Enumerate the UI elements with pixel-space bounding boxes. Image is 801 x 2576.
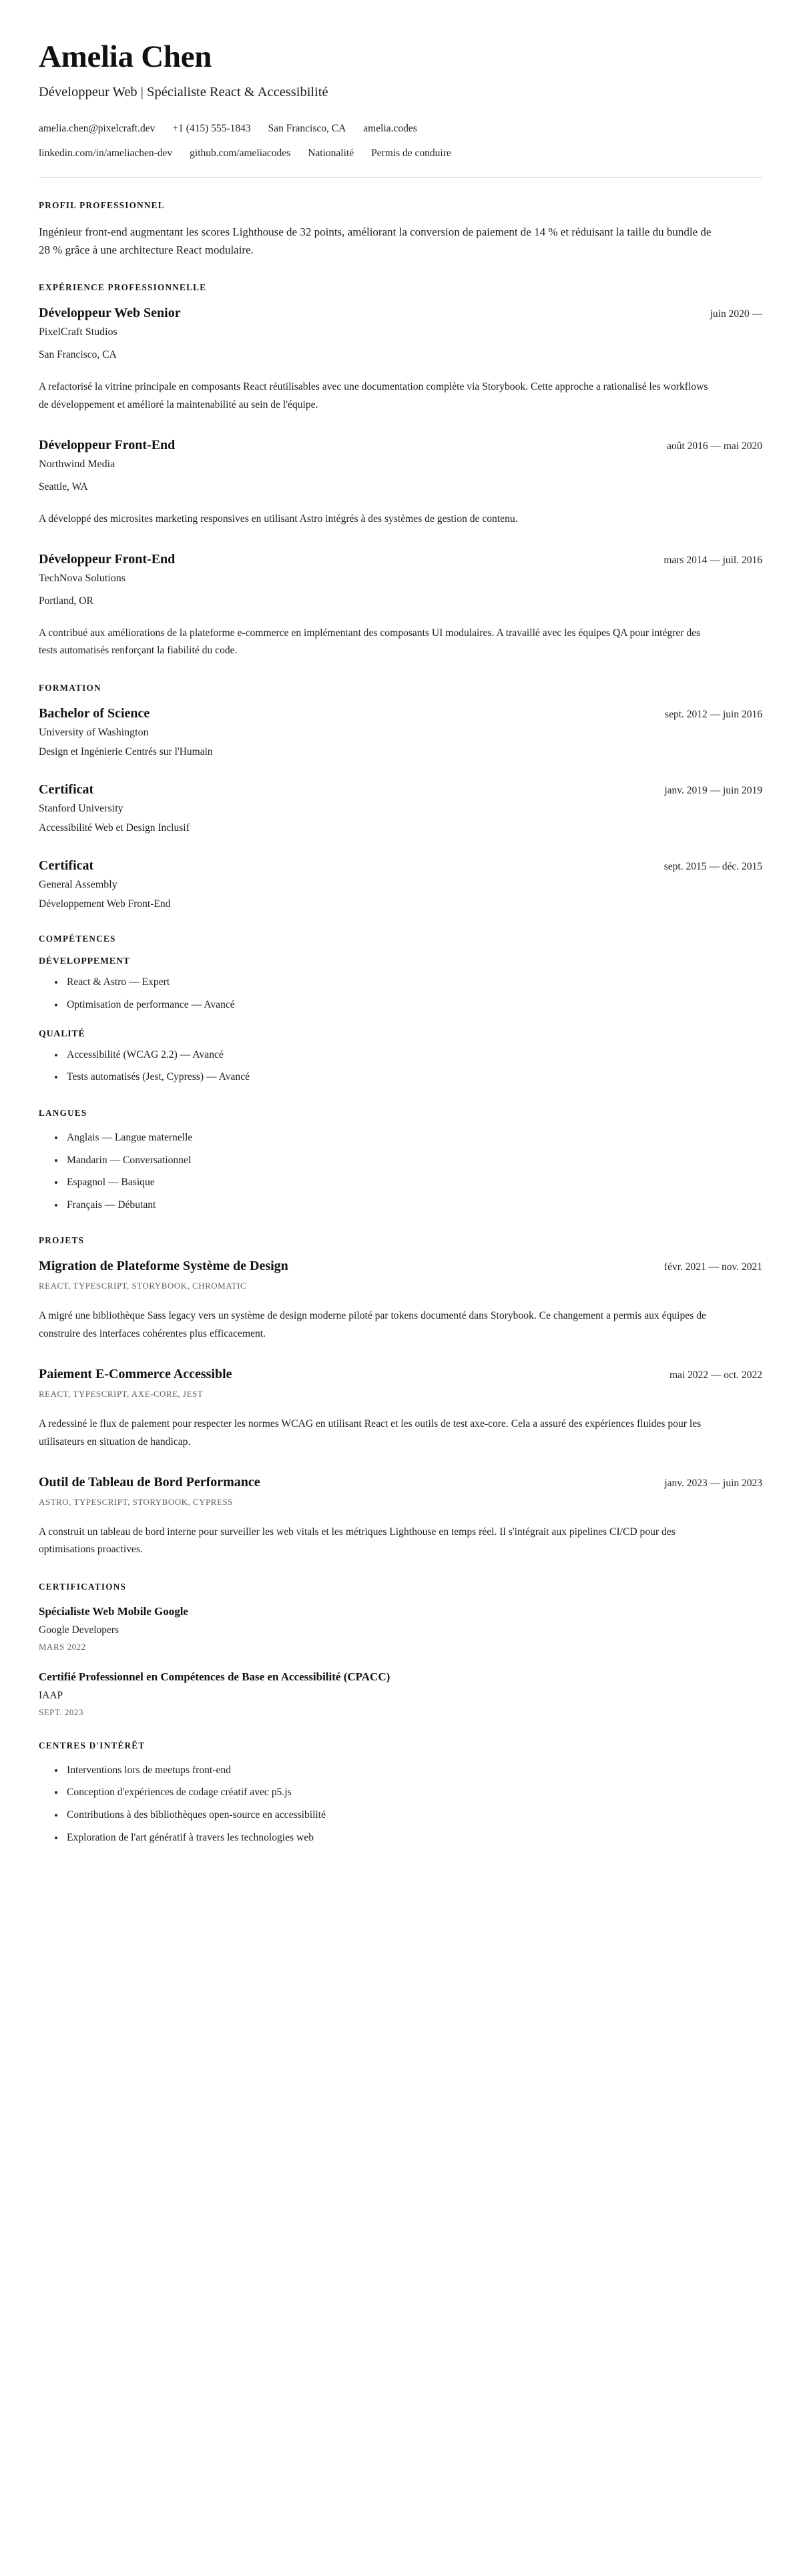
certification-entry (39, 1604, 762, 1652)
projects-list (39, 1258, 762, 1559)
language-item: Espagnol — Basique (55, 1175, 762, 1191)
job-description: A refactorisé la vitrine principale en composants React réutilisables avec une documentation complète via Storybook. Cette approche a rationalisé les workflows de développement et amélioré la maintenabilité au sein de l'équipe. (39, 381, 708, 410)
degree-title: Certificat (39, 858, 94, 874)
language-item: Mandarin — Conversationnel (55, 1153, 762, 1169)
skill-group-title: DÉVELOPPEMENT (39, 956, 130, 967)
professional-headline: Développeur Web | Spécialiste React & Accessibilité (39, 84, 328, 99)
degree-title: Certificat (39, 782, 94, 797)
skills-list (39, 956, 762, 1084)
school-name: General Assembly (39, 879, 117, 891)
entry-header (39, 781, 762, 798)
project-dates: févr. 2021 — nov. 2021 (663, 1261, 762, 1273)
project-entry (39, 1474, 762, 1560)
entry-header (39, 437, 762, 454)
job-dates: août 2016 — mai 2020 (667, 440, 762, 452)
section-heading-projects: PROJETS (39, 1235, 85, 1246)
job-company: TechNova Solutions (39, 572, 125, 584)
entry-header (39, 705, 762, 722)
skill-group (39, 1029, 762, 1085)
job-company: PixelCraft Studios (39, 326, 117, 338)
interest-item: Contributions à des bibliothèques open-source en accessibilité (55, 1808, 762, 1823)
certifications-list (39, 1604, 762, 1718)
project-description: A migré une bibliothèque Sass legacy vers un système de design moderne piloté par tokens documenté dans Storybook. Ce changement a permis aux équipes de construire des interfaces cohérentes plus efficacement. (39, 1310, 706, 1340)
job-location: San Francisco, CA (39, 349, 117, 361)
experience-entry (39, 437, 762, 529)
skill-item: React & Astro — Expert (55, 975, 762, 990)
section-heading-skills: COMPÉTENCES (39, 934, 116, 944)
entry-header (39, 1474, 762, 1491)
section-languages (39, 1108, 762, 1213)
job-title: Développeur Web Senior (39, 305, 181, 320)
job-dates: juin 2020 — (710, 308, 762, 320)
project-tech-tags: REACT, TYPESCRIPT, STORYBOOK, CHROMATIC (39, 1281, 247, 1291)
language-item: Anglais — Langue maternelle (55, 1131, 762, 1146)
degree-field: Design et Ingénierie Centrés sur l'Humain (39, 745, 213, 757)
experience-entry (39, 305, 762, 414)
section-heading-languages: LANGUES (39, 1107, 87, 1118)
project-dates: mai 2022 — oct. 2022 (669, 1369, 762, 1381)
interest-item: Interventions lors de meetups front-end (55, 1763, 762, 1779)
job-description: A développé des microsites marketing responsives en utilisant Astro intégrés à des systèmes de gestion de contenu. (39, 513, 518, 525)
experience-list (39, 305, 762, 660)
skill-item-list (39, 1048, 762, 1085)
section-education (39, 683, 762, 911)
job-dates: mars 2014 — juil. 2016 (663, 554, 762, 566)
section-heading-education: FORMATION (39, 683, 101, 693)
job-title: Développeur Front-End (39, 437, 176, 452)
degree-dates: sept. 2012 — juin 2016 (665, 709, 762, 721)
project-dates: janv. 2023 — juin 2023 (664, 1477, 762, 1489)
skill-item-list (39, 975, 762, 1012)
degree-field: Développement Web Front-End (39, 898, 171, 910)
education-list (39, 705, 762, 911)
section-projects (39, 1235, 762, 1559)
entry-header (39, 305, 762, 322)
entry-header (39, 551, 762, 568)
school-name: Stanford University (39, 803, 123, 815)
project-title: Migration de Plateforme Système de Design (39, 1259, 288, 1274)
section-summary (39, 200, 762, 260)
certification-issuer: Google Developers (39, 1624, 119, 1636)
skill-item: Optimisation de performance — Avancé (55, 998, 762, 1013)
languages-list (39, 1131, 762, 1213)
section-interests (39, 1740, 762, 1845)
job-company: Northwind Media (39, 458, 115, 470)
degree-title: Bachelor of Science (39, 706, 150, 721)
entry-header (39, 858, 762, 874)
education-entry (39, 858, 762, 911)
language-item: Français — Débutant (55, 1198, 762, 1213)
job-location: Seattle, WA (39, 481, 88, 493)
contact-item-6[interactable]: Nationalité (308, 147, 354, 159)
interest-item: Exploration de l'art génératif à travers les technologies web (55, 1831, 762, 1846)
header-divider (39, 177, 762, 178)
certification-entry (39, 1670, 762, 1718)
section-heading-interests: CENTRES D'INTÉRÊT (39, 1740, 146, 1750)
experience-entry (39, 551, 762, 661)
skill-group (39, 956, 762, 1012)
project-entry (39, 1366, 762, 1452)
certification-issuer: IAAP (39, 1690, 63, 1702)
summary-text: Ingénieur front-end augmentant les scores Lighthouse de 32 points, améliorant la conversion de paiement de 14 % et réduisant la taille du bundle de 28 % grâce à une architecture React modulaire. (39, 225, 712, 257)
skill-item: Tests automatisés (Jest, Cypress) — Avancé (55, 1070, 762, 1085)
degree-dates: janv. 2019 — juin 2019 (664, 785, 762, 797)
contact-item-5[interactable]: github.com/ameliacodes (190, 147, 291, 159)
entry-header (39, 1366, 762, 1383)
page-title: Amelia Chen (39, 39, 212, 74)
certification-date: SEPT. 2023 (39, 1706, 83, 1717)
contact-item-3[interactable]: amelia.codes (363, 123, 417, 135)
contact-item-1[interactable]: +1 (415) 555-1843 (172, 123, 251, 135)
entry-header (39, 1258, 762, 1275)
contact-row-secondary (39, 145, 762, 161)
interest-item: Conception d'expériences de codage créatif avec p5.js (55, 1785, 762, 1801)
project-title: Outil de Tableau de Bord Performance (39, 1474, 260, 1490)
resume-header (39, 40, 762, 178)
skill-group-title: QUALITÉ (39, 1028, 85, 1039)
project-tech-tags: ASTRO, TYPESCRIPT, STORYBOOK, CYPRESS (39, 1496, 233, 1507)
certification-date: MARS 2022 (39, 1642, 86, 1652)
contact-item-2[interactable]: San Francisco, CA (268, 123, 346, 135)
section-heading-certifications: CERTIFICATIONS (39, 1582, 127, 1592)
project-description: A redessiné le flux de paiement pour respecter les normes WCAG en utilisant React et les outils de test axe-core. Cela a assuré des expériences fluides pour les utilisateurs en situation de handicap. (39, 1417, 702, 1447)
degree-field: Accessibilité Web et Design Inclusif (39, 822, 190, 834)
education-entry (39, 781, 762, 835)
certification-name: Certifié Professionnel en Compétences de Base en Accessibilité (CPACC) (39, 1670, 390, 1684)
project-tech-tags: REACT, TYPESCRIPT, AXE-CORE, JEST (39, 1388, 204, 1399)
certification-name: Spécialiste Web Mobile Google (39, 1605, 188, 1618)
project-title: Paiement E-Commerce Accessible (39, 1366, 232, 1381)
school-name: University of Washington (39, 727, 149, 739)
degree-dates: sept. 2015 — déc. 2015 (663, 861, 762, 873)
section-skills (39, 934, 762, 1084)
section-experience (39, 282, 762, 660)
job-title: Développeur Front-End (39, 551, 176, 567)
job-description: A contribué aux améliorations de la plateforme e-commerce en implémentant des composants UI modulaires. A travaillé avec les équipes QA pour intégrer des tests automatisés renforçant la fiabilité du code. (39, 627, 701, 657)
contact-item-7[interactable]: Permis de conduire (371, 147, 451, 159)
section-heading-experience: EXPÉRIENCE PROFESSIONNELLE (39, 282, 207, 292)
skill-item: Accessibilité (WCAG 2.2) — Avancé (55, 1048, 762, 1063)
contact-row-primary (39, 121, 762, 136)
section-heading-summary: PROFIL PROFESSIONNEL (39, 200, 165, 210)
job-location: Portland, OR (39, 595, 93, 607)
education-entry (39, 705, 762, 759)
project-entry (39, 1258, 762, 1343)
contact-item-0[interactable]: amelia.chen@pixelcraft.dev (39, 123, 156, 135)
section-certifications (39, 1582, 762, 1718)
contact-item-4[interactable]: linkedin.com/in/ameliachen-dev (39, 147, 173, 159)
interests-list (39, 1763, 762, 1845)
project-description: A construit un tableau de bord interne pour surveiller les web vitals et les métriques Lighthouse en temps réel. Il s'intégrait aux pipelines CI/CD pour des optimisations proactives. (39, 1526, 676, 1556)
